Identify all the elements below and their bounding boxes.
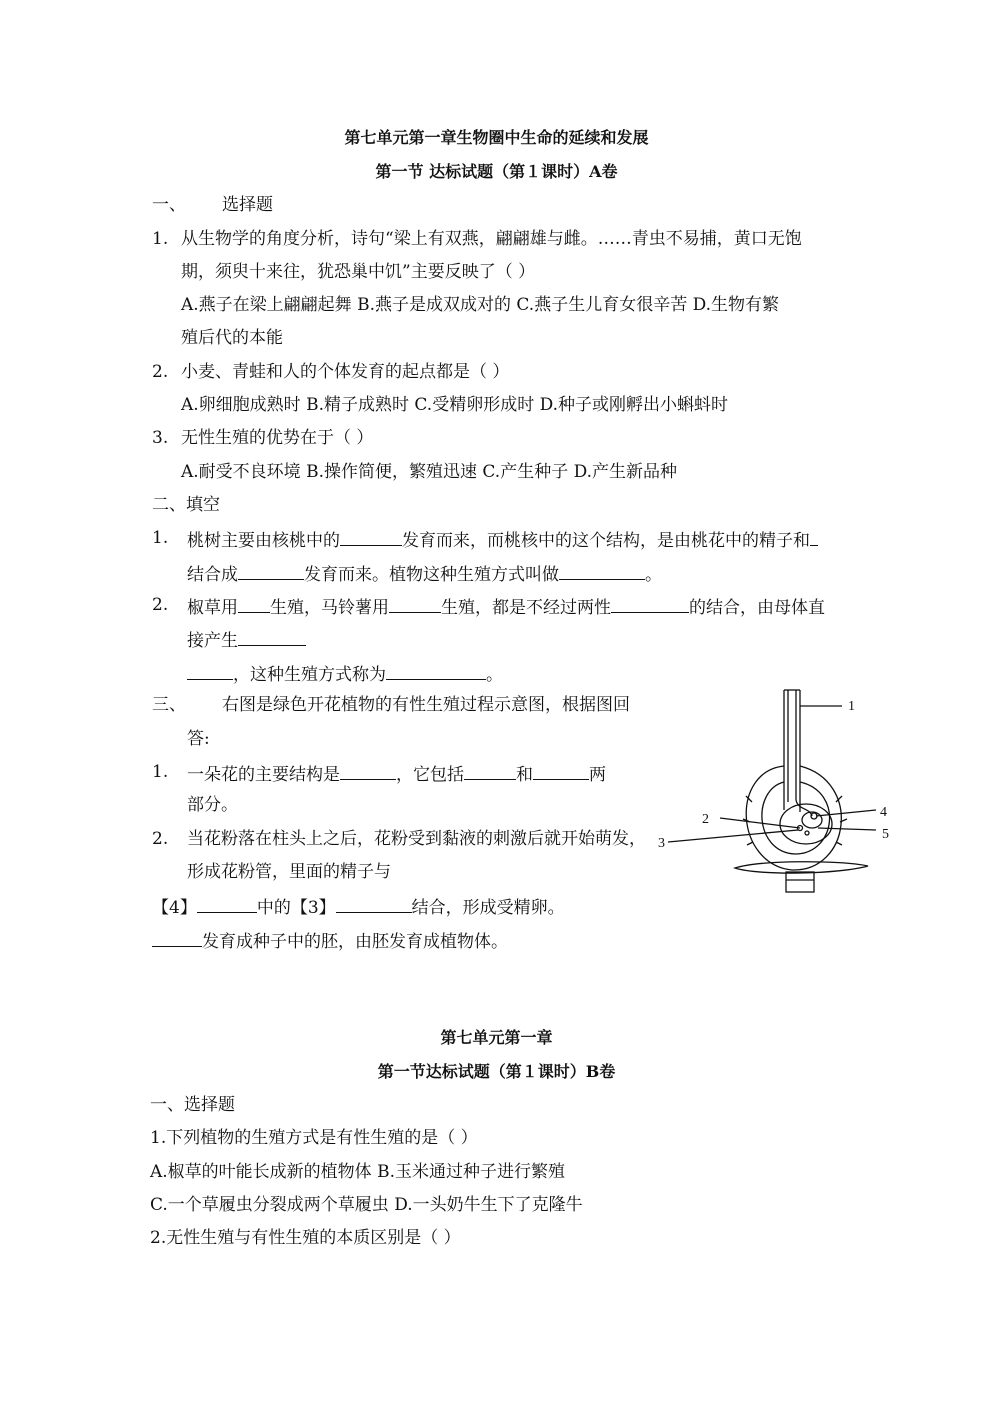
fill-question xyxy=(187,627,306,652)
fill-text: 生殖，马铃薯用 xyxy=(270,598,389,618)
page-subtitle: 第一节达标试题（第１课时）B卷 xyxy=(377,1062,616,1081)
question-options: A.卵细胞成熟时 B.精子成熟时 C.受精卵形成时 D.种子或刚孵出小蝌蚪时 xyxy=(181,395,729,415)
question-options: 殖后代的本能 xyxy=(181,328,283,348)
question-number: 1. xyxy=(152,762,169,782)
fill-text: 。 xyxy=(486,665,503,685)
fill-text: 结合成 xyxy=(187,565,238,585)
section-heading: 一、选择题 xyxy=(150,1095,235,1115)
question-number: 1. xyxy=(152,528,169,548)
fill-text: 部分。 xyxy=(187,795,238,815)
diagram-label: 2 xyxy=(702,812,709,827)
fill-text: 生殖，都是不经过两性 xyxy=(441,598,611,618)
fill-text: 和 xyxy=(516,765,533,785)
question-number: 2. xyxy=(152,829,169,849)
answer-blank[interactable] xyxy=(336,894,412,913)
section-heading-text: 右图是绿色开花植物的有性生殖过程示意图，根据图回 xyxy=(222,695,630,715)
fill-text: 【4】 xyxy=(152,898,197,918)
fill-question xyxy=(187,594,825,619)
section-heading: 一、 xyxy=(152,195,186,215)
diagram-label: 5 xyxy=(882,827,889,842)
answer-blank[interactable] xyxy=(810,527,818,546)
question-text: 1.下列植物的生殖方式是有性生殖的是（ ） xyxy=(150,1128,478,1148)
fill-question xyxy=(187,561,662,586)
fill-text: 接产生 xyxy=(187,631,238,651)
fill-question xyxy=(187,661,503,686)
question-number: 3. xyxy=(152,428,169,448)
answer-blank[interactable] xyxy=(559,561,645,580)
page-title: 第七单元第一章 xyxy=(440,1028,553,1047)
section-heading-text: 选择题 xyxy=(222,195,273,215)
question-text: 当花粉落在柱头上之后，花粉受到黏液的刺激后就开始萌发， xyxy=(187,829,646,849)
answer-blank[interactable] xyxy=(386,661,486,680)
fill-question xyxy=(187,527,818,552)
question-options: A.椒草的叶能长成新的植物体 B.玉米通过种子进行繁殖 xyxy=(150,1162,565,1182)
question-text: 从生物学的角度分析，诗句“梁上有双燕，翩翩雄与雌。……青虫不易捕，黄口无饱 xyxy=(181,229,802,249)
fill-text: 的结合，由母体直 xyxy=(689,598,825,618)
answer-blank[interactable] xyxy=(464,761,516,780)
question-text: 无性生殖的优势在于（ ） xyxy=(181,428,374,448)
question-number: 2. xyxy=(152,362,169,382)
fill-text: 。 xyxy=(645,565,662,585)
fill-text: ，这种生殖方式称为 xyxy=(233,665,386,685)
answer-blank[interactable] xyxy=(533,761,589,780)
diagram-label: 1 xyxy=(848,699,855,714)
fill-text: 两 xyxy=(589,765,606,785)
question-options: A.燕子在梁上翩翩起舞 B.燕子是成双成对的 C.燕子生儿育女很辛苦 D.生物有繁 xyxy=(181,295,780,315)
question-text: 形成花粉管，里面的精子与 xyxy=(187,862,391,882)
question-number: 1. xyxy=(152,229,169,249)
answer-blank[interactable] xyxy=(340,761,396,780)
question-text: 期，须臾十来往，犹恐巢中饥”主要反映了（ ） xyxy=(181,262,536,282)
question-options: C.一个草履虫分裂成两个草履虫 D.一头奶牛生下了克隆牛 xyxy=(150,1195,583,1215)
fill-text: 结合，形成受精卵。 xyxy=(411,898,565,918)
fill-text: 桃树主要由核桃中的 xyxy=(187,531,340,551)
question-options: A.耐受不良环境 B.操作简便，繁殖迅速 C.产生种子 D.产生新品种 xyxy=(181,462,678,482)
fill-question xyxy=(187,761,606,786)
fill-text: 发育成种子中的胚，由胚发育成植物体。 xyxy=(202,932,508,952)
fill-text: 发育而来。植物这种生殖方式叫做 xyxy=(304,565,559,585)
fill-text: 一朵花的主要结构是 xyxy=(187,765,340,785)
question-text: 2.无性生殖与有性生殖的本质区别是（ ） xyxy=(150,1228,461,1248)
pollination-diagram xyxy=(640,682,910,902)
diagram-label: 4 xyxy=(880,805,887,820)
answer-blank[interactable] xyxy=(238,561,304,580)
answer-blank[interactable] xyxy=(389,594,441,613)
fill-text: 椒草用 xyxy=(187,598,238,618)
answer-blank[interactable] xyxy=(152,928,202,947)
answer-blank[interactable] xyxy=(238,627,306,646)
answer-blank[interactable] xyxy=(187,661,233,680)
page-subtitle: 第一节 达标试题（第１课时）A卷 xyxy=(375,162,618,181)
page-title: 第七单元第一章生物圈中生命的延续和发展 xyxy=(344,128,649,147)
fill-question xyxy=(152,928,508,953)
answer-blank[interactable] xyxy=(611,594,689,613)
answer-blank[interactable] xyxy=(340,527,402,546)
question-number: 2. xyxy=(152,595,169,615)
answer-blank[interactable] xyxy=(238,594,270,613)
section-heading-text: 答: xyxy=(187,729,210,749)
diagram-label: 3 xyxy=(658,836,665,851)
section-heading: 三、 xyxy=(152,695,186,715)
fill-text: 中的【3】 xyxy=(256,898,336,918)
fill-text: 发育而来，而桃核中的这个结构，是由桃花中的精子和 xyxy=(402,531,810,551)
fill-question xyxy=(152,894,565,919)
section-heading: 二、填空 xyxy=(152,495,220,515)
answer-blank[interactable] xyxy=(197,894,257,913)
question-text: 小麦、青蛙和人的个体发育的起点都是（ ） xyxy=(181,362,510,382)
fill-text: ，它包括 xyxy=(396,765,464,785)
